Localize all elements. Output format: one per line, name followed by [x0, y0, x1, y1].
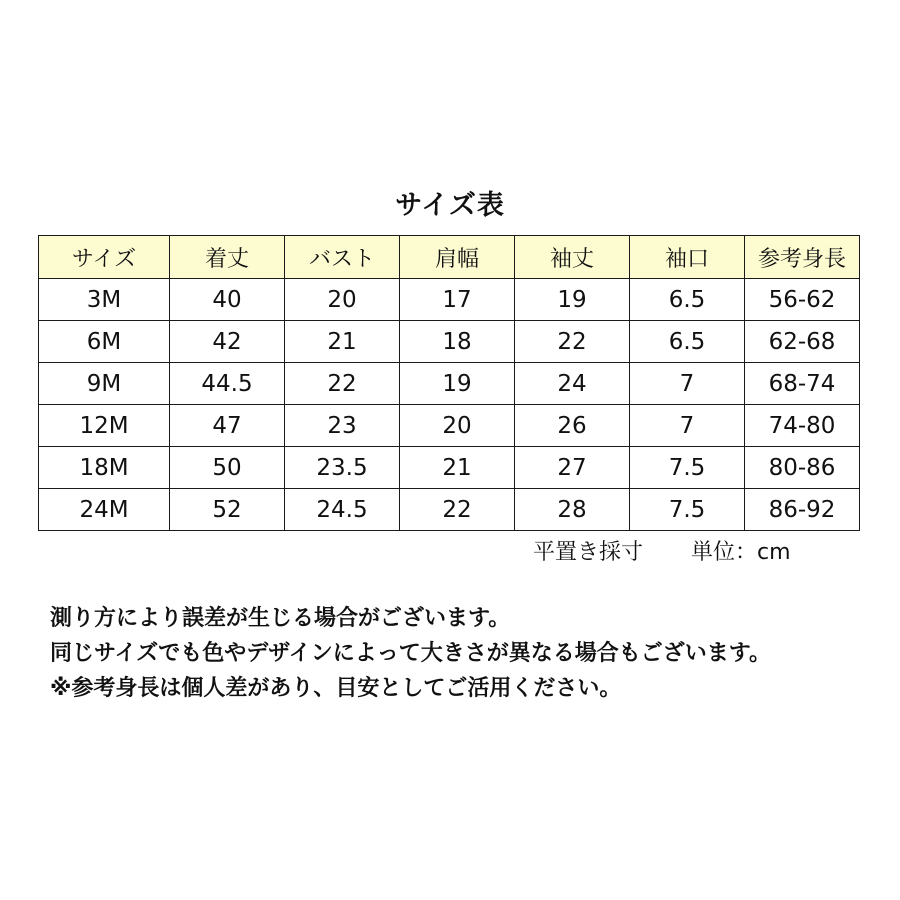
table-cell: 23.5 — [285, 447, 400, 489]
table-cell: 19 — [400, 363, 515, 405]
table-row — [39, 279, 860, 321]
table-cell: 21 — [400, 447, 515, 489]
table-cell: 80-86 — [745, 447, 860, 489]
table-cell: 44.5 — [170, 363, 285, 405]
table-cell: 18 — [400, 321, 515, 363]
page-title: サイズ表 — [395, 190, 505, 221]
table-cell: 7.5 — [630, 447, 745, 489]
measurement-method: 平置き採寸 — [533, 540, 644, 565]
table-header-row — [39, 236, 860, 279]
table-cell: 26 — [515, 405, 630, 447]
table-cell: 47 — [170, 405, 285, 447]
table-cell: 7 — [630, 363, 745, 405]
unit-label: 単位：cm — [691, 540, 791, 565]
table-cell: 12M — [39, 405, 170, 447]
table-cell: 42 — [170, 321, 285, 363]
table-row — [39, 321, 860, 363]
table-cell: 22 — [400, 489, 515, 531]
disclaimer-notes — [50, 601, 771, 706]
header-cell-cuff: 袖口 — [630, 236, 745, 279]
table-cell: 27 — [515, 447, 630, 489]
note-line: 同じサイズでも色やデザインによって大きさが異なる場合もございます。 — [50, 641, 771, 666]
table-cell: 22 — [515, 321, 630, 363]
header-cell-bust: バスト — [285, 236, 400, 279]
table-cell: 21 — [285, 321, 400, 363]
table-cell: 18M — [39, 447, 170, 489]
table-row — [39, 447, 860, 489]
table-cell: 7 — [630, 405, 745, 447]
table-cell: 50 — [170, 447, 285, 489]
table-cell: 19 — [515, 279, 630, 321]
header-cell-reference-height: 参考身長 — [745, 236, 860, 279]
table-row — [39, 363, 860, 405]
table-cell: 74-80 — [745, 405, 860, 447]
table-row — [39, 489, 860, 531]
header-cell-length: 着丈 — [170, 236, 285, 279]
header-cell-shoulder: 肩幅 — [400, 236, 515, 279]
header-cell-size: サイズ — [39, 236, 170, 279]
table-cell: 40 — [170, 279, 285, 321]
table-cell: 17 — [400, 279, 515, 321]
header-cell-sleeve-length: 袖丈 — [515, 236, 630, 279]
table-cell: 20 — [400, 405, 515, 447]
table-cell: 56-62 — [745, 279, 860, 321]
table-cell: 6M — [39, 321, 170, 363]
table-cell: 86-92 — [745, 489, 860, 531]
note-line: ※参考身長は個人差があり、目安としてご活用ください。 — [50, 676, 622, 701]
table-cell: 3M — [39, 279, 170, 321]
table-cell: 6.5 — [630, 279, 745, 321]
table-cell: 20 — [285, 279, 400, 321]
note-line: 測り方により誤差が生じる場合がございます。 — [50, 606, 511, 631]
table-cell: 7.5 — [630, 489, 745, 531]
table-cell: 62-68 — [745, 321, 860, 363]
table-cell: 52 — [170, 489, 285, 531]
table-cell: 23 — [285, 405, 400, 447]
table-cell: 6.5 — [630, 321, 745, 363]
size-table — [38, 235, 860, 531]
table-cell: 28 — [515, 489, 630, 531]
table-cell: 9M — [39, 363, 170, 405]
table-row — [39, 405, 860, 447]
table-cell: 68-74 — [745, 363, 860, 405]
table-cell: 22 — [285, 363, 400, 405]
table-cell: 24 — [515, 363, 630, 405]
table-cell: 24.5 — [285, 489, 400, 531]
measurement-footnote — [533, 537, 791, 569]
table-cell: 24M — [39, 489, 170, 531]
